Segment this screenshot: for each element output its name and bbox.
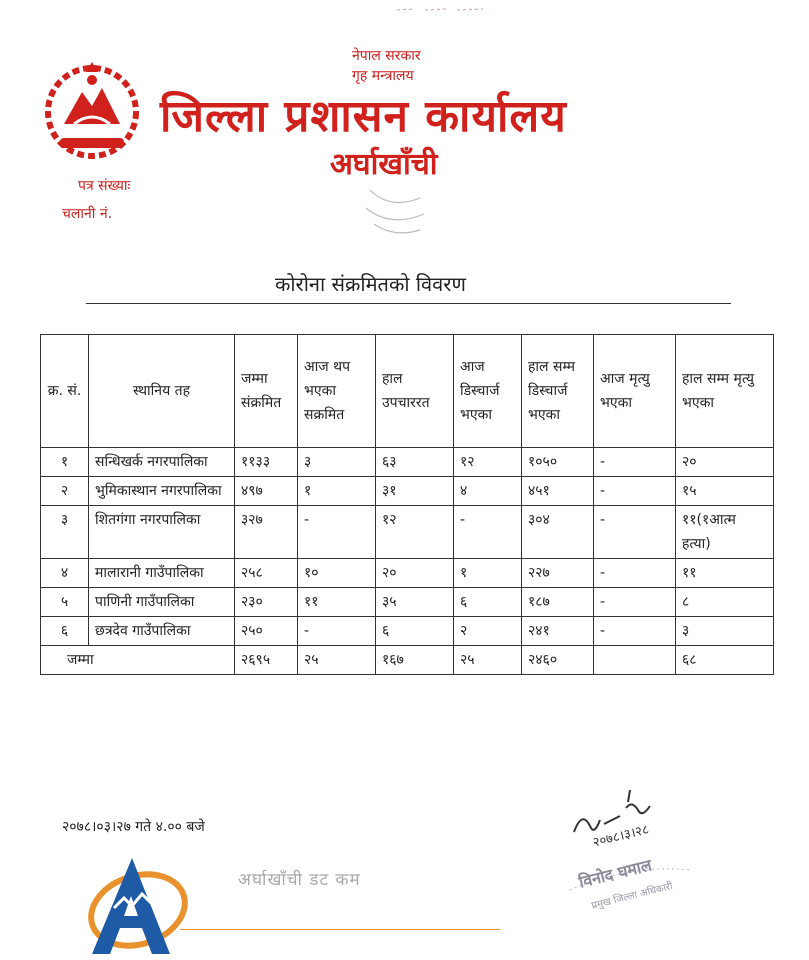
- title-underline: [86, 303, 731, 304]
- cell-new-today: २५: [298, 646, 376, 675]
- cell-discharged-total: ३०४: [522, 506, 594, 559]
- cell-discharged-today: १: [454, 559, 522, 588]
- cell-active: १२: [376, 506, 454, 559]
- header-discharged-total: हाल सम्म डिस्चार्ज भएका: [522, 335, 594, 448]
- cell-deaths-today: -: [594, 506, 676, 559]
- cell-total: २५०: [235, 617, 298, 646]
- header-discharged-today: आज डिस्चार्ज भएका: [454, 335, 522, 448]
- cell-discharged-total: १८७: [522, 588, 594, 617]
- cell-discharged-today: ६: [454, 588, 522, 617]
- cell-new-today: १०: [298, 559, 376, 588]
- cell-discharged-today: २५: [454, 646, 522, 675]
- cell-discharged-total: ४५१: [522, 477, 594, 506]
- cell-deaths-total: ६८: [676, 646, 774, 675]
- cell-active: ६: [376, 617, 454, 646]
- signature-date: २०७८।३।२८: [591, 822, 651, 851]
- table-row: [41, 588, 774, 617]
- officer-name: विनोद घमाल: [576, 855, 654, 892]
- cell-deaths-total: ८: [676, 588, 774, 617]
- covid-cases-table: [40, 334, 774, 675]
- cell-discharged-total: २४१: [522, 617, 594, 646]
- cell-active: १६७: [376, 646, 454, 675]
- cell-serial: ६: [41, 617, 89, 646]
- footer-rule: [180, 929, 500, 930]
- cell-total: २३०: [235, 588, 298, 617]
- site-logo-icon: [80, 850, 190, 960]
- cell-deaths-today: -: [594, 559, 676, 588]
- cell-deaths-total: ११(१आत्म हत्या): [676, 506, 774, 559]
- cell-discharged-today: -: [454, 506, 522, 559]
- table-row: [41, 559, 774, 588]
- cell-total: २६९५: [235, 646, 298, 675]
- district-title: अर्घाखाँची: [330, 147, 438, 182]
- cell-serial: ५: [41, 588, 89, 617]
- cell-local-level: भुमिकास्थान नगरपालिका: [89, 477, 235, 506]
- cell-deaths-today: -: [594, 448, 676, 477]
- officer-designation: प्रमुख जिल्ला अधिकारी: [590, 881, 674, 912]
- cell-deaths-total: ११: [676, 559, 774, 588]
- cell-active: २०: [376, 559, 454, 588]
- cell-deaths-today: [594, 646, 676, 675]
- cell-discharged-total: २२७: [522, 559, 594, 588]
- cell-discharged-today: २: [454, 617, 522, 646]
- cell-deaths-total: १५: [676, 477, 774, 506]
- dispatch-number-label: चलानी नं.: [62, 206, 113, 222]
- cell-local-level: छत्रदेव गाउँपालिका: [89, 617, 235, 646]
- signature-icon: [560, 780, 710, 860]
- cell-new-today: ११: [298, 588, 376, 617]
- cell-deaths-total: ३: [676, 617, 774, 646]
- total-label-text: जम्मा: [67, 652, 94, 668]
- cell-serial: २: [41, 477, 89, 506]
- nepal-emblem-icon: [36, 54, 148, 166]
- cell-discharged-total: १०५०: [522, 448, 594, 477]
- cell-deaths-total: २०: [676, 448, 774, 477]
- report-date-time: २०७८।०३।२७ गते ४.०० बजे: [62, 819, 205, 835]
- cell-discharged-total: २४६०: [522, 646, 594, 675]
- cell-active: ३१: [376, 477, 454, 506]
- table-row: [41, 477, 774, 506]
- table-row: [41, 506, 774, 559]
- scan-marks: [395, 6, 485, 14]
- cell-total: ११३३: [235, 448, 298, 477]
- cell-deaths-today: -: [594, 588, 676, 617]
- cell-total-label: [41, 646, 235, 675]
- cell-new-today: १: [298, 477, 376, 506]
- table-row: [41, 448, 774, 477]
- cell-serial: १: [41, 448, 89, 477]
- cell-deaths-today: -: [594, 477, 676, 506]
- office-title: जिल्ला प्रशासन कार्यालय: [160, 91, 567, 142]
- cell-new-today: -: [298, 617, 376, 646]
- faint-stamp-icon: [350, 150, 440, 240]
- table-total-row: [41, 646, 774, 675]
- document-title: कोरोना संक्रमितको विवरण: [275, 272, 466, 296]
- government-label: नेपाल सरकार: [352, 48, 421, 64]
- cell-local-level: पाणिनी गाउँपालिका: [89, 588, 235, 617]
- header-serial: क्र. सं.: [41, 335, 89, 448]
- cell-local-level: शितगंगा नगरपालिका: [89, 506, 235, 559]
- cell-local-level: सन्धिखर्क नगरपालिका: [89, 448, 235, 477]
- cell-serial: ३: [41, 506, 89, 559]
- cell-active: ३५: [376, 588, 454, 617]
- cell-active: ६३: [376, 448, 454, 477]
- cell-deaths-today: -: [594, 617, 676, 646]
- header-total-infected: जम्मा संक्रमित: [235, 335, 298, 448]
- cell-total: २५८: [235, 559, 298, 588]
- header-active: हाल उपचाररत: [376, 335, 454, 448]
- cell-new-today: ३: [298, 448, 376, 477]
- header-deaths-today: आज मृत्यु भएका: [594, 335, 676, 448]
- cell-total: ४९७: [235, 477, 298, 506]
- header-new-today: आज थप भएका सक्रमित: [298, 335, 376, 448]
- header-local-level: स्थानिय तह: [89, 335, 235, 448]
- letter-number-label: पत्र संख्याः: [78, 178, 131, 194]
- header-deaths-total: हाल सम्म मृत्यु भएका: [676, 335, 774, 448]
- watermark-text: अर्घाखाँची डट कम: [238, 870, 361, 890]
- cell-discharged-today: १२: [454, 448, 522, 477]
- ministry-label: गृह मन्त्रालय: [352, 68, 414, 84]
- cell-discharged-today: ४: [454, 477, 522, 506]
- cell-local-level: मालारानी गाउँपालिका: [89, 559, 235, 588]
- cell-serial: ४: [41, 559, 89, 588]
- table-row: [41, 617, 774, 646]
- cell-new-today: -: [298, 506, 376, 559]
- table-header-row: [41, 335, 774, 448]
- cell-total: ३२७: [235, 506, 298, 559]
